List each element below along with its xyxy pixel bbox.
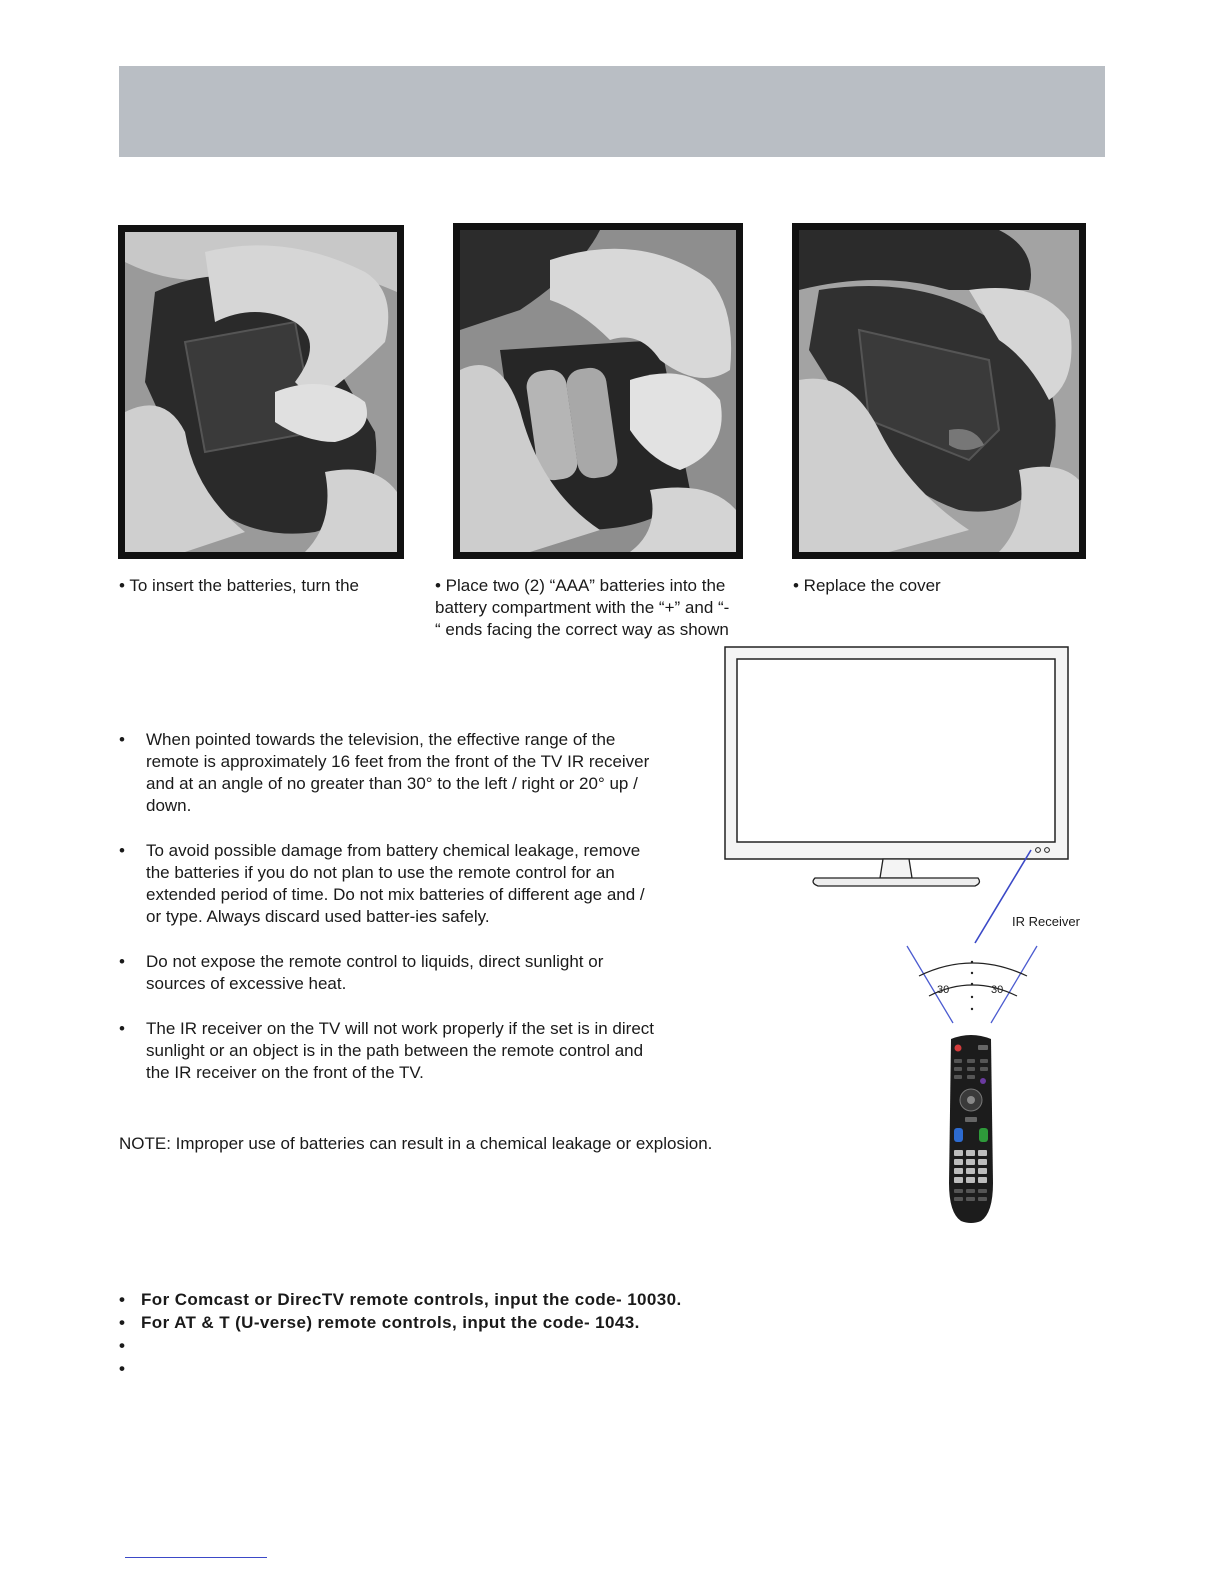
list-item: • To avoid possible damage from battery chemical leakage, remove the batteries if you do not plan to use the remote control for an extended period of time. Do not mix batteries of different age and / or type. Always discard used batter-ies safely. (119, 841, 645, 926)
code-item: • For Comcast or DirecTV remote controls, input the code- 10030. (119, 1290, 682, 1309)
ir-receiver-label: IR Receiver (1012, 914, 1080, 929)
caption-step2-line1: • Place two (2) “AAA” batteries into the (435, 576, 726, 595)
angle-left-label: 30 (937, 984, 950, 996)
remote-codes-list (119, 1288, 682, 1380)
list-item: • The IR receiver on the TV will not work properly if the set is in direct sunlight or an object is in the path between the remote control and the IR receiver on the front of the TV. (119, 1019, 654, 1082)
list-item: • Do not expose the remote control to liquids, direct sunlight or sources of excessive heat. (119, 952, 604, 993)
angle-right-label: 30 (991, 984, 1004, 996)
photo-replace-cover (792, 223, 1086, 559)
footer-line (125, 1557, 267, 1558)
list-item: • When pointed towards the television, the effective range of the remote is approximately 16 feet from the front of the TV IR receiver and at an angle of no greater than 30° to the left / right or 20° up / down. (119, 730, 650, 815)
code-item: • (119, 1336, 126, 1355)
header-band (119, 66, 1105, 157)
photo-remove-cover (118, 225, 404, 559)
photo-insert-batteries (453, 223, 743, 559)
caption-step2-line2: battery compartment with the “+” and “- (435, 598, 730, 617)
battery-note: NOTE: Improper use of batteries can result in a chemical leakage or explosion. (119, 1134, 713, 1153)
caption-step3: • Replace the cover (793, 576, 941, 595)
remote-usage-list (119, 729, 659, 1107)
caption-step1: • To insert the batteries, turn the (119, 576, 359, 595)
ir-angle-diagram (895, 840, 1055, 1040)
remote-control-illustration (945, 1033, 997, 1225)
code-item: • (119, 1359, 126, 1378)
caption-step2-line3: “ ends facing the correct way as shown (435, 620, 729, 639)
code-item: • For AT & T (U-verse) remote controls, input the code- 1043. (119, 1313, 640, 1332)
